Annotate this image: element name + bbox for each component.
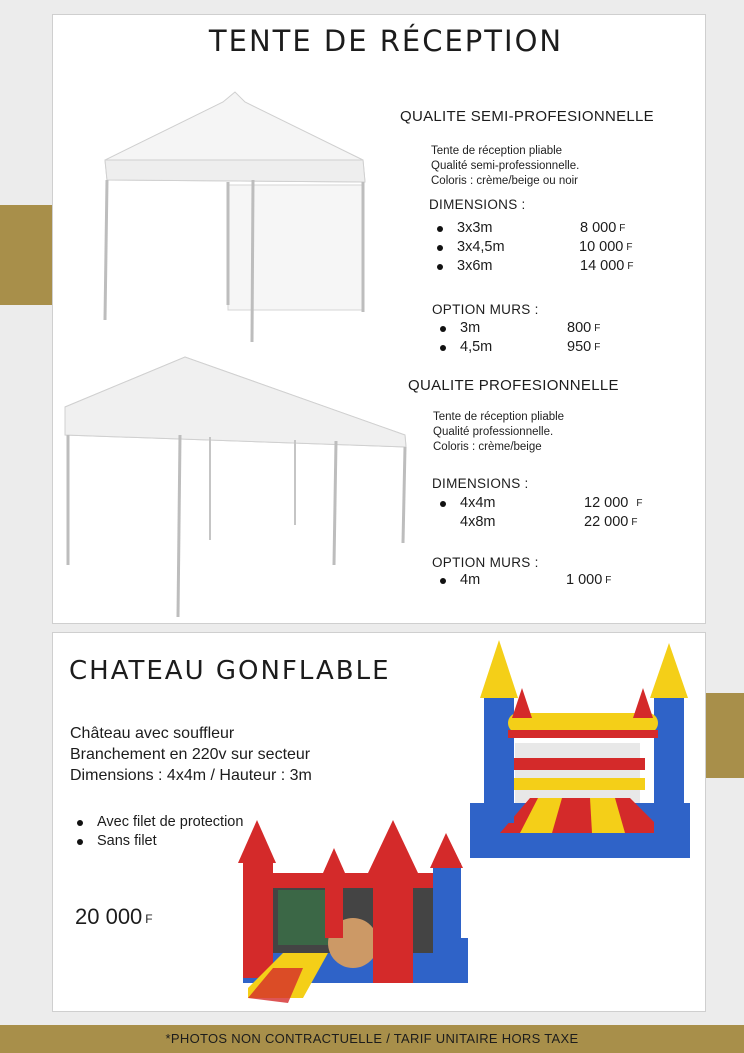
list-item: 4x4m 12 000 F <box>440 494 650 513</box>
list-item: 3m 800 F <box>440 319 640 338</box>
pro-heading: QUALITE PROFESIONNELLE <box>408 377 619 394</box>
pro-murs-label: OPTION MURS : <box>432 555 539 570</box>
bouncy-castle-image-2 <box>233 818 473 1008</box>
tent-semi-pro-image <box>95 90 375 350</box>
pro-dimensions-label: DIMENSIONS : <box>432 476 529 491</box>
list-item: Sans filet <box>77 832 317 851</box>
pro-desc-2: Qualité professionnelle. <box>433 426 554 438</box>
footer-disclaimer: *PHOTOS NON CONTRACTUELLE / TARIF UNITAIRE HORS TAXE <box>0 1025 744 1053</box>
chateau-price: 20 000 F <box>75 904 153 929</box>
list-item: 3x6m 14 000 F <box>437 257 647 276</box>
chateau-title: CHATEAU GONFLABLE <box>69 656 391 686</box>
pro-dimensions-list <box>440 494 650 532</box>
chateau-line-1: Château avec souffleur <box>70 725 235 742</box>
chateau-line-2: Branchement en 220v sur secteur <box>70 746 311 763</box>
list-item: 4m 1 000 F <box>440 571 640 590</box>
bullet-icon <box>437 245 443 251</box>
bouncy-castle-image-1 <box>470 638 695 863</box>
pro-murs-list <box>440 571 640 590</box>
tent-pro-image <box>60 355 412 625</box>
pro-desc-3: Coloris : crème/beige <box>433 441 542 453</box>
semi-pro-desc-2: Qualité semi-professionnelle. <box>431 160 580 172</box>
gold-accent-right <box>705 693 744 778</box>
bullet-icon <box>440 345 446 351</box>
bullet-icon <box>77 839 83 845</box>
semi-pro-murs-label: OPTION MURS : <box>432 302 539 317</box>
tente-title: TENTE DE RÉCEPTION <box>208 24 564 58</box>
bullet-icon <box>437 264 443 270</box>
bullet-icon <box>437 226 443 232</box>
gold-accent-left <box>0 205 52 305</box>
chateau-line-3: Dimensions : 4x4m / Hauteur : 3m <box>70 767 312 784</box>
bullet-icon <box>440 501 446 507</box>
semi-pro-desc-1: Tente de réception pliable <box>431 145 563 157</box>
list-item: 3x3m 8 000 F <box>437 219 647 238</box>
list-item: Avec filet de protection <box>77 813 317 832</box>
bullet-icon <box>77 820 83 826</box>
semi-pro-dimensions-label: DIMENSIONS : <box>429 197 526 212</box>
bullet-icon <box>440 578 446 584</box>
semi-pro-heading: QUALITE SEMI-PROFESIONNELLE <box>400 108 654 125</box>
bullet-icon <box>440 326 446 332</box>
semi-pro-desc-3: Coloris : crème/beige ou noir <box>431 175 579 187</box>
pro-desc-1: Tente de réception pliable <box>433 411 565 423</box>
list-item: 4,5m 950 F <box>440 338 640 357</box>
list-item: 3x4,5m 10 000 F <box>437 238 647 257</box>
list-item: 4x8m 22 000 F <box>460 514 638 530</box>
semi-pro-dimensions-list <box>437 219 647 276</box>
semi-pro-murs-list <box>440 319 640 357</box>
